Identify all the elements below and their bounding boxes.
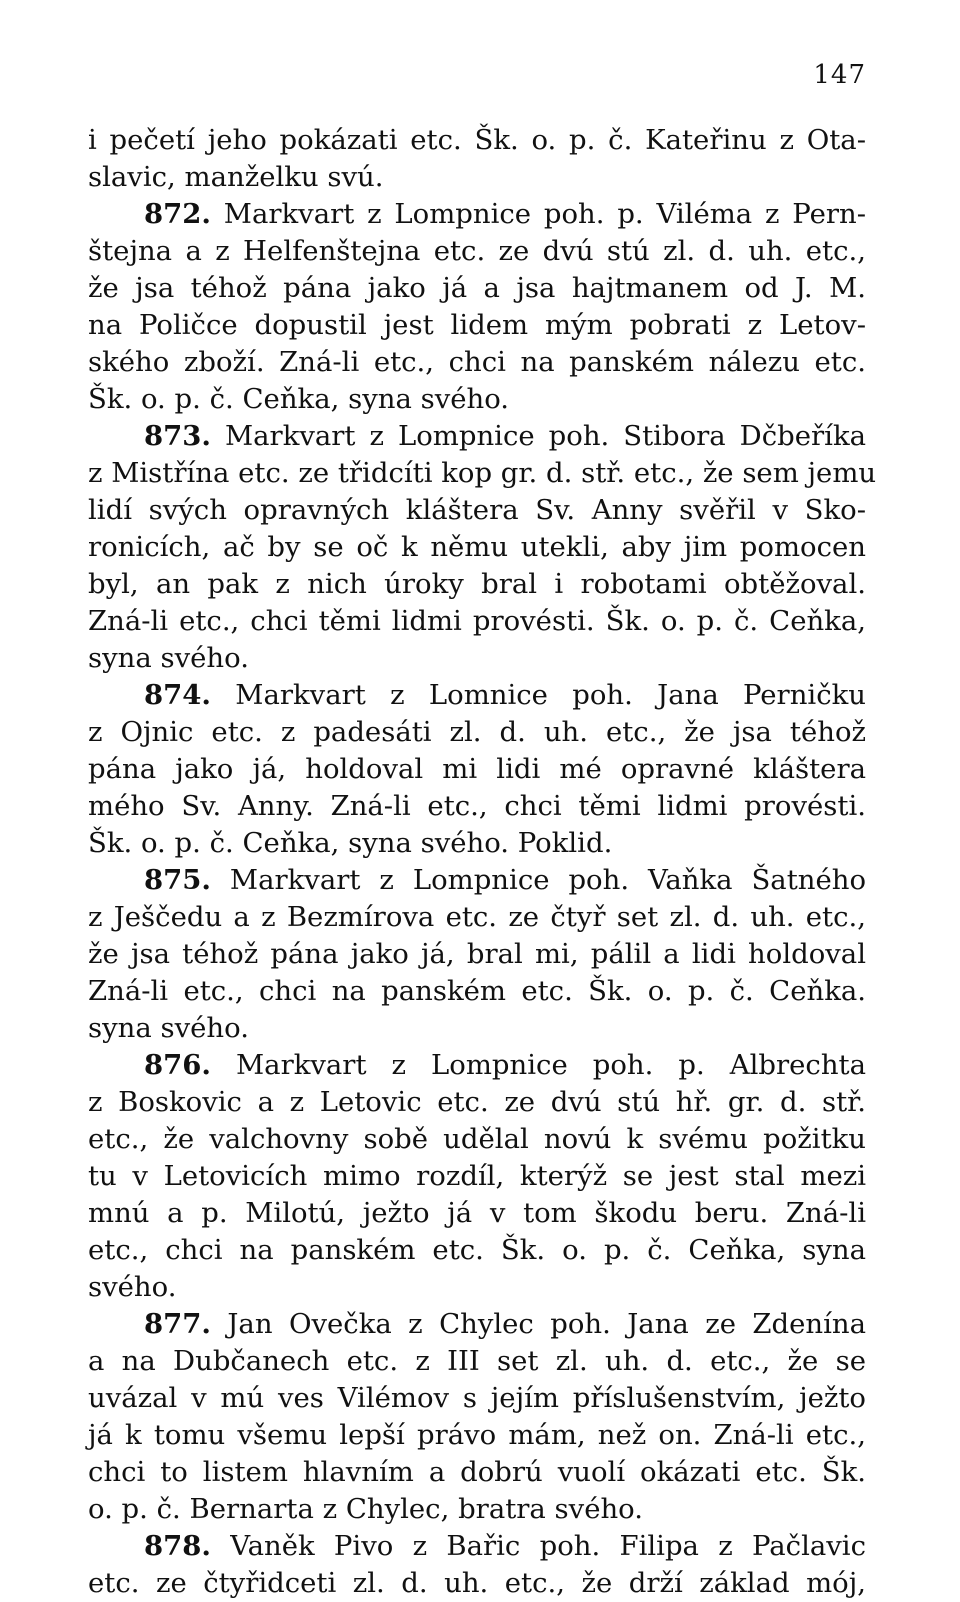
text-line	[88, 1232, 866, 1269]
text-line	[88, 1454, 866, 1491]
line-text: štejna a z Helfenštejna etc. ze dvú stú zl. d. uh. etc.,	[88, 235, 866, 267]
text-line	[88, 1269, 866, 1306]
text-line	[88, 122, 866, 159]
line-text: že jsa téhož pána jako já, bral mi, pálil a lidi holdoval	[88, 938, 866, 970]
line-text: na Poličce dopustil jest lidem mým pobrati z Letov-	[88, 309, 866, 341]
text-line	[88, 233, 866, 270]
text-line	[88, 788, 866, 825]
text-line	[88, 751, 866, 788]
line-text: že jsa téhož pána jako já a jsa hajtmanem od J. M.	[88, 272, 866, 304]
line-text: lidí svých opravných kláštera Sv. Anny svěřil v Sko-	[88, 494, 866, 526]
text-line	[88, 529, 866, 566]
entry-number: 875.	[144, 864, 211, 896]
line-text: z Ješčedu a z Bezmírova etc. ze čtyř set zl. d. uh. etc.,	[88, 901, 866, 933]
entry-first-line	[88, 1528, 866, 1565]
entry-number: 877.	[144, 1308, 211, 1340]
text-line	[88, 936, 866, 973]
line-text: Jan Ovečka z Chylec poh. Jana ze Zdenína	[210, 1308, 866, 1340]
text-line	[88, 973, 866, 1010]
text-line	[88, 1380, 866, 1417]
text-line	[88, 492, 866, 529]
entry-first-line	[88, 862, 866, 899]
line-text: Markvart z Lomnice poh. Jana Perničku	[210, 679, 866, 711]
text-line	[88, 1417, 866, 1454]
text-line	[88, 566, 866, 603]
text-line	[88, 714, 866, 751]
text-line	[88, 825, 866, 862]
line-text: Šk. o. p. č. Ceňka, syna svého.	[88, 383, 510, 415]
text-line	[88, 1158, 866, 1195]
entry-number: 876.	[144, 1049, 211, 1081]
line-text: etc., že valchovny sobě udělal novú k svému požitku	[88, 1123, 866, 1155]
line-text: ronicích, ač by se oč k němu utekli, aby jim pomocen	[88, 531, 866, 563]
entry-first-line	[88, 1306, 866, 1343]
text-line	[88, 1121, 866, 1158]
body-text	[88, 122, 877, 1602]
text-line	[88, 1010, 866, 1047]
text-line	[88, 1084, 866, 1121]
text-line	[88, 270, 866, 307]
text-line	[88, 381, 866, 418]
line-text: Markvart z Lompnice poh. Stibora Dčbeříka	[210, 420, 866, 452]
line-text: slavic, manželku svú.	[88, 161, 384, 193]
entry-first-line	[88, 418, 866, 455]
text-line	[88, 1195, 866, 1232]
line-text: o. p. č. Bernarta z Chylec, bratra svého.	[88, 1493, 643, 1525]
line-text: chci to listem hlavním a dobrú vuolí okázati etc. Šk.	[88, 1456, 866, 1488]
line-text: Markvart z Lompnice poh. p. Albrechta	[210, 1049, 866, 1081]
line-text: byl, an pak z nich úroky bral i robotami obtěžoval.	[88, 568, 866, 600]
line-text: etc. ze čtyřidceti zl. d. uh. etc., že drží základ mój,	[88, 1567, 866, 1599]
text-line	[88, 603, 866, 640]
line-text: Markvart z Lompnice poh. p. Viléma z Pern-	[210, 198, 866, 230]
text-line	[88, 1491, 866, 1528]
text-line	[88, 344, 866, 381]
entry-number: 873.	[144, 420, 211, 452]
line-text: Šk. o. p. č. Ceňka, syna svého. Poklid.	[88, 827, 613, 859]
text-line	[88, 640, 866, 677]
line-text: z Mistřína etc. ze třidcíti kop gr. d. stř. etc., že sem jemu	[88, 457, 877, 489]
line-text: etc., chci na panském etc. Šk. o. p. č. Ceňka, syna	[88, 1234, 866, 1266]
line-text: Zná-li etc., chci těmi lidmi provésti. Šk. o. p. č. Ceňka,	[88, 605, 866, 637]
entry-first-line	[88, 677, 866, 714]
line-text: z Ojnic etc. z padesáti zl. d. uh. etc., že jsa téhož	[88, 716, 866, 748]
text-line	[88, 1565, 866, 1602]
line-text: svého.	[88, 1271, 177, 1303]
entry-first-line	[88, 196, 866, 233]
line-text: pána jako já, holdoval mi lidi mé opravné kláštera	[88, 753, 866, 785]
line-text: syna svého.	[88, 1012, 249, 1044]
text-line	[88, 455, 877, 492]
line-text: syna svého.	[88, 642, 249, 674]
entry-first-line	[88, 1047, 866, 1084]
line-text: já k tomu všemu lepší právo mám, než on. Zná-li etc.,	[88, 1419, 866, 1451]
text-line	[88, 159, 866, 196]
text-line	[88, 899, 866, 936]
entry-number: 878.	[144, 1530, 211, 1562]
page-number: 147	[813, 60, 866, 90]
line-text: Vaněk Pivo z Bařic poh. Filipa z Pačlavic	[210, 1530, 866, 1562]
line-text: mého Sv. Anny. Zná-li etc., chci těmi lidmi provésti.	[88, 790, 866, 822]
entry-number: 874.	[144, 679, 211, 711]
line-text: ského zboží. Zná-li etc., chci na panském nálezu etc.	[88, 346, 866, 378]
line-text: a na Dubčanech etc. z III set zl. uh. d. etc., že se	[88, 1345, 866, 1377]
line-text: mnú a p. Milotú, ježto já v tom škodu beru. Zná-li	[88, 1197, 866, 1229]
line-text: z Boskovic a z Letovic etc. ze dvú stú hř. gr. d. stř.	[88, 1086, 866, 1118]
text-line	[88, 307, 866, 344]
line-text: tu v Letovicích mimo rozdíl, kterýž se jest stal mezi	[88, 1160, 866, 1192]
text-line	[88, 1343, 866, 1380]
line-text: Markvart z Lompnice poh. Vaňka Šatného	[210, 864, 866, 896]
entry-number: 872.	[144, 198, 211, 230]
line-text: uvázal v mú ves Vilémov s jejím příslušenstvím, ježto	[88, 1382, 866, 1414]
line-text: Zná-li etc., chci na panském etc. Šk. o. p. č. Ceňka.	[88, 975, 866, 1007]
line-text: i pečetí jeho pokázati etc. Šk. o. p. č. Kateřinu z Ota-	[88, 124, 866, 156]
